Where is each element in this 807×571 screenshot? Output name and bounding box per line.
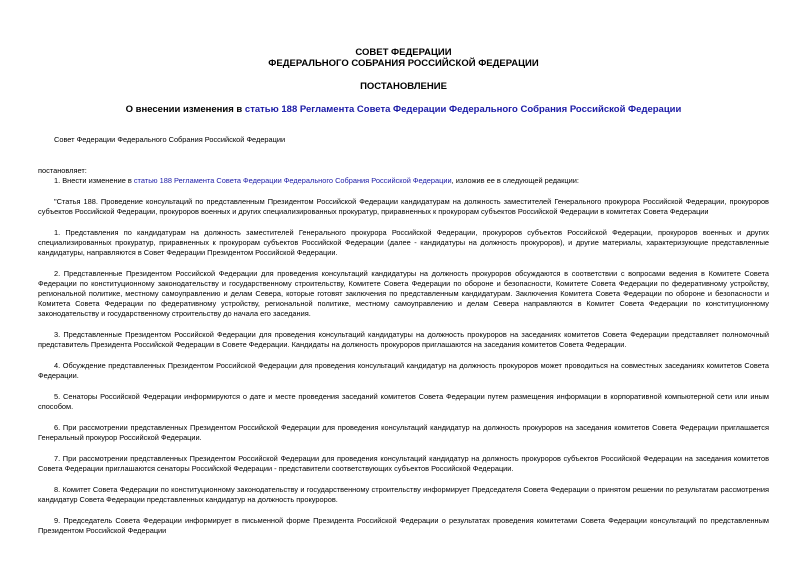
paragraph-2: 2. Представленные Президентом Российской Федерации для проведения консультаций кандидатуры на должность прокуроров обсуждаются в соответствии с вопросами ведения в Комитете Совета Федерации по конституционному законодательству и государственному строительству, Комитете Совета Федерации по обороне и безопасности, Комитете Совета Федерации по федеративному устройству, региональной политике, местному самоуправлению и делам Севера, которые готовят заключения по представленным кандидатурам. Заключения Комитета Совета Федерации по обороне и безопасности и Комитета Совета Федерации по федеративному устройству, региональной политике, местному самоуправлению и делам Севера направляются в Комитет Совета Федерации по конституционному законодательству и государственному строительству до начала его заседания. [38,269,769,318]
paragraph-article-188-heading: "Статья 188. Проведение консультаций по представленным Президентом Российской Федерации кандидатурам на должность заместителей Генерального прокурора Российской Федерации, прокуроров субъектов Российской Федерации, прокуроров военных и других специализированных прокуратур, приравненных к прокурорам субъектов Российской Федерации в комитетах Совета Федерации [38,197,769,216]
item-1-link-article-188[interactable]: статью 188 Регламента Совета Федерации Федерального Собрания Российской Федерации [133,176,452,185]
document-header [38,0,769,92]
decree-line: постановляет: [38,166,87,175]
item-1-prefix: 1. Внести изменение в [54,176,134,185]
paragraph-5: 5. Сенаторы Российской Федерации информируются о дате и месте проведения заседаний комитетов Совета Федерации путем размещения информации в корпоративной компьютерной сети или иным способом. [38,392,769,411]
org-line-1: СОВЕТ ФЕДЕРАЦИИ [355,47,452,58]
item-1-suffix: , изложив ее в следующей редакции: [451,176,579,185]
title-prefix: О внесении изменения в [125,104,245,115]
issuer-line: Совет Федерации Федерального Собрания Российской Федерации [54,135,286,144]
item-1 [38,176,769,186]
document-type: ПОСТАНОВЛЕНИЕ [360,81,447,92]
paragraph-9: 9. Председатель Совета Федерации информирует в письменной форме Президента Российской Федерации о результатах проведения комитетами Совета Федерации консультаций по представленным Президентом Российской Федерации [38,516,769,535]
document-title [38,104,769,116]
title-link-article-188[interactable]: статью 188 Регламента Совета Федерации Федерального Собрания Российской Федерации [244,104,682,115]
paragraph-6: 6. При рассмотрении представленных Президентом Российской Федерации для проведения консультаций кандидатур на должность прокуроров на заседания комитетов Совета Федерации приглашается Генеральный прокурор Российской Федерации. [38,423,769,442]
paragraph-3: 3. Представленные Президентом Российской Федерации для проведения консультаций кандидатуры на должность прокуроров на заседаниях комитетов Совета Федерации представляет полномочный представитель Президента Российской Федерации в Совете Федерации. Кандидаты на должность прокуроров приглашаются на заседания комитетов Совета Федерации. [38,330,769,349]
paragraph-1: 1. Представления по кандидатурам на должность заместителей Генерального прокурора Российской Федерации, прокуроров субъектов Российской Федерации, прокуроров военных и других специализированных прокуратур, приравненных к прокурорам субъектов Российской Федерации (далее - кандидатуры на должность прокуроров), и другие материалы, характеризующие представленные кандидатуры, направляются в Совет Федерации Президентом Российской Федерации. [38,228,769,257]
paragraph-7: 7. При рассмотрении представленных Президентом Российской Федерации для проведения консультаций кандидатур на должность прокуроров субъектов Российской Федерации на заседания комитетов Совета Федерации приглашаются сенаторы Российской Федерации - представители соответствующих субъектов Российской Федерации. [38,454,769,473]
org-line-2: ФЕДЕРАЛЬНОГО СОБРАНИЯ РОССИЙСКОЙ ФЕДЕРАЦИИ [268,58,539,69]
paragraph-4: 4. Обсуждение представленных Президентом Российской Федерации для проведения консультаций кандидатур на должность прокуроров может проводиться на совместных заседаниях комитетов Совета Федерации. [38,361,769,380]
paragraph-8: 8. Комитет Совета Федерации по конституционному законодательству и государственному строительству информирует Председателя Совета Федерации о принятом решении по результатам рассмотрения кандидатур Совета Федерации представленных кандидатур на должность прокуроров. [38,485,769,504]
